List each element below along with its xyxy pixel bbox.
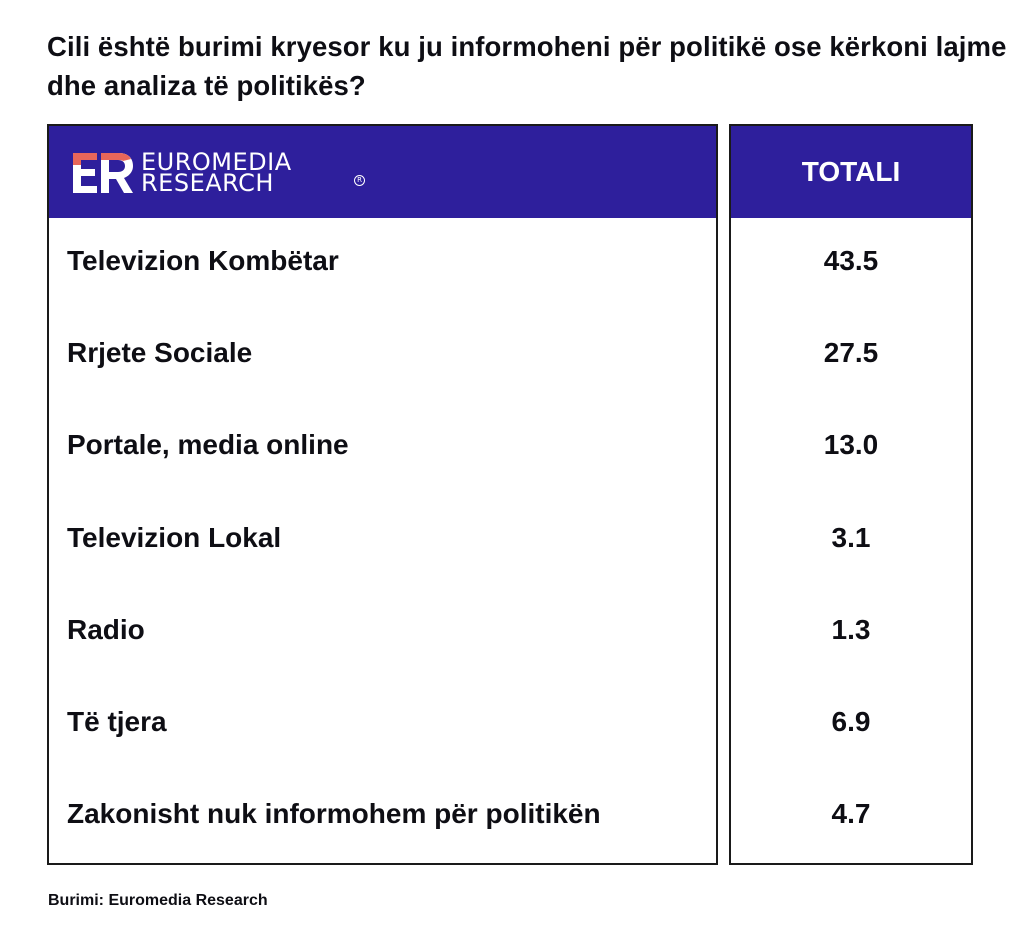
row-label: Radio (67, 614, 145, 645)
row-value: 4.7 (831, 798, 871, 829)
labels-panel (47, 124, 718, 865)
totali-header-bar (731, 126, 971, 218)
euromedia-logo (71, 148, 371, 197)
row-label: Portale, media online (67, 429, 349, 460)
source-note: Burimi: Euromedia Research (48, 892, 268, 909)
row-value: 1.3 (831, 614, 871, 645)
row-value: 43.5 (823, 245, 879, 276)
er-logo-mark-icon (71, 151, 135, 195)
row-value: 27.5 (823, 337, 879, 368)
row-label: Televizion Kombëtar (67, 245, 339, 276)
row-label: Zakonisht nuk informohem për politikën (67, 798, 601, 829)
row-value: 6.9 (831, 706, 871, 737)
row-value: 13.0 (823, 429, 879, 460)
labels-header (49, 126, 716, 218)
row-value: 3.1 (831, 522, 871, 553)
totali-panel (729, 124, 973, 865)
totali-column-header: TOTALI (801, 156, 901, 187)
row-label: Të tjera (67, 706, 167, 737)
logo-line2: RESEARCH (141, 169, 274, 197)
logo-line1: EUROMEDIA (141, 148, 292, 176)
chart-title: Cili është burimi kryesor ku ju informoheni për politikë ose kërkoni lajme dhe analiza të politikës? (47, 31, 1007, 101)
row-label: Rrjete Sociale (67, 337, 253, 368)
registered-mark: R (354, 175, 365, 186)
row-label: Televizion Lokal (67, 522, 282, 553)
